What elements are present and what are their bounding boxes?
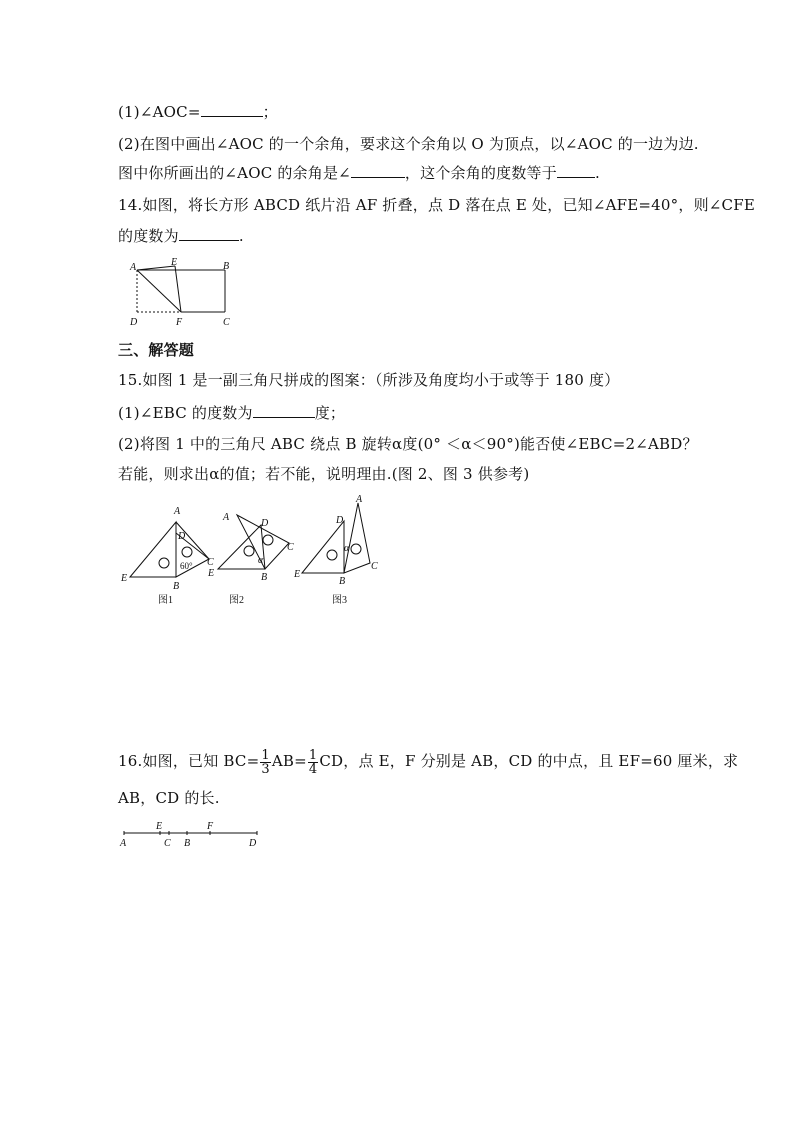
q16-line2: AB，CD 的长. [118,789,220,807]
q14-line1: 14.如图，将长方形 ABCD 纸片沿 AF 折叠，点 D 落在点 E 处，已知∠AFE=40°，则∠CFE [118,196,755,214]
q14-line2: 的度数为 . [118,227,244,245]
q15-figure-2 [205,503,300,609]
label-A: A [223,512,230,523]
q14-figure [125,257,245,329]
label-D: D [249,838,257,849]
label-C: C [164,838,171,849]
label-C: C [223,317,230,328]
q15-part2-line1: (2)将图 1 中的三角尺 ABC 绕点 B 旋转α度(0° ＜α＜90°)能否使∠EBC=2∠ABD？ [118,435,698,453]
answer-blank [179,226,239,241]
q16-line1: 16.如图，已知 BC= $\frac{1}{3}$ AB= $\frac{1}{4}$ CD，点 E，F 分别是 AB，CD 的中点，且 EF=60 厘米，求 [118,747,739,777]
answer-blank [557,163,595,178]
alpha-label: α [258,555,264,566]
q13-part2-line1: (2)在图中画出∠AOC 的一个余角，要求这个余角以 O 为顶点，以∠AOC 的一边为边. [118,135,699,153]
label-E: E [121,573,128,584]
answer-blank [351,163,405,178]
label-E: E [208,568,215,579]
label-C: C [287,542,294,553]
label-F: F [207,821,214,832]
fraction-one-quarter: $\frac{1}{4}$ [308,747,318,777]
label-B: B [173,581,180,592]
figure-caption: 图1 [158,595,173,606]
label-B: B [261,572,268,583]
q15-part1: (1)∠EBC 的度数为 度； [118,404,346,422]
label-D: D [178,531,186,542]
label-C: C [207,557,214,568]
label-A: A [120,838,127,849]
q13-part2-line2: 图中你所画出的∠AOC 的余角是∠ ，这个余角的度数等于 . [118,164,600,182]
label-B: B [339,576,346,587]
label-D: D [130,317,138,328]
q15-line1: 15.如图 1 是一副三角尺拼成的图案：（所涉及角度均小于或等于 180 度） [118,371,620,389]
label-A: A [174,506,181,517]
figure-caption: 图3 [332,595,347,606]
label-E: E [294,569,301,580]
label-B: B [223,261,230,272]
alpha-label: α [344,543,350,554]
label-B: B [184,838,191,849]
figure-caption: 图2 [229,595,244,606]
answer-blank [253,403,315,418]
section-title: 三、解答题 [118,341,195,359]
label-C: C [371,561,378,572]
label-E: E [156,821,163,832]
q15-figure-1 [118,503,218,609]
angle-label: 60° [180,561,193,571]
label-A: A [356,494,363,505]
q13-part1: (1)∠AOC= ； [118,103,278,121]
q16-figure [116,818,266,850]
label-D: D [336,515,344,526]
label-F: F [176,317,183,328]
label-A: A [130,262,137,273]
answer-blank [201,102,263,117]
q15-part2-line2: 若能，则求出α的值；若不能，说明理由.(图 2、图 3 供参考) [118,465,530,483]
fraction-one-third: $\frac{1}{3}$ [261,747,270,777]
q15-figure-3 [292,493,387,609]
label-D: D [261,518,269,529]
label-E: E [171,257,178,268]
